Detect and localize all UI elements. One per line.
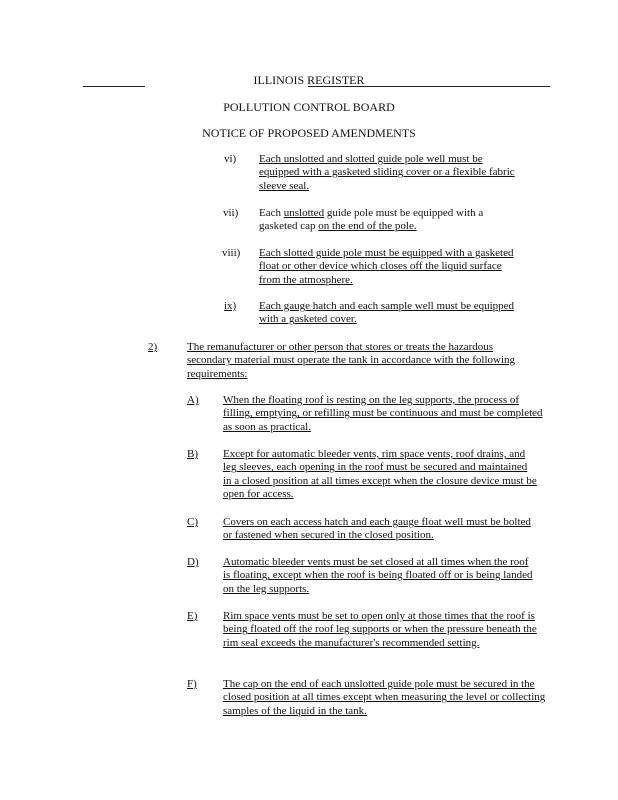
item-a-marker: A) [187,394,199,406]
item-vii-text [259,207,521,234]
item-ix-text: Each gauge hatch and each sample well must be equipped with a gasketed cover. [259,300,515,326]
item-vii-text-c: guide pole must be equipped with a gasketed cap [259,207,484,233]
item-b-text: Except for automatic bleeder vents, rim space vents, roof drains, and leg sleeves, each opening in the roof must be secured and maintained in a closed position at all times except when the closure device must be open for access. [223,448,537,500]
item-d-text: Automatic bleeder vents must be set closed at all times when the roof is floating, except when the roof is being floated off or is being landed on the leg supports. [223,556,533,595]
item-d-marker: D) [187,556,199,568]
item-a-text: When the floating roof is resting on the leg supports, the process of filling, emptying, or refilling must be continuous and must be completed as soon as practical. [223,394,543,433]
register-title: ILLINOIS REGISTER [253,73,365,87]
item-b-marker: B) [187,448,198,460]
item-vii-text-a: Each [259,207,284,219]
item-viii-text: Each slotted guide pole must be equipped with a gasketed float or other device which closes off the liquid surface from the atmosphere. [259,247,514,286]
item-vi-text: Each unslotted and slotted guide pole well must be equipped with a gasketed sliding cover or a flexible fabric sleeve seal. [259,153,515,192]
item-vii-text-b: unslotted [283,207,325,219]
item-c-marker: C) [187,516,198,528]
item-e-marker: E) [187,610,198,622]
section-2-text: The remanufacturer or other person that stores or treats the hazardous secondary material must operate the tank in accordance with the following requirements: [187,341,516,380]
item-c-text: Covers on each access hatch and each gauge float well must be bolted or fastened when secured in the closed position. [223,516,531,542]
item-vii-marker: vii) [223,207,239,219]
notice-title: NOTICE OF PROPOSED AMENDMENTS [202,126,416,140]
item-ix-marker: ix) [224,300,237,312]
item-f-marker: F) [187,678,197,690]
section-2-marker: 2) [148,341,158,353]
item-f-text: The cap on the end of each unslotted guide pole must be secured in the closed position at all times except when measuring the level or collecting samples of the liquid in the tank. [223,678,546,717]
item-e-text: Rim space vents must be set to open only at those times that the roof is being floated off the roof leg supports or when the pressure beneath the rim seal exceeds the manufacturer's recommended setting. [223,610,537,649]
item-viii-marker: viii) [222,247,241,259]
item-vi-marker: vi) [224,153,237,165]
board-title: POLLUTION CONTROL BOARD [223,100,395,114]
item-vii-text-d: on the end of the pole. [318,220,417,233]
